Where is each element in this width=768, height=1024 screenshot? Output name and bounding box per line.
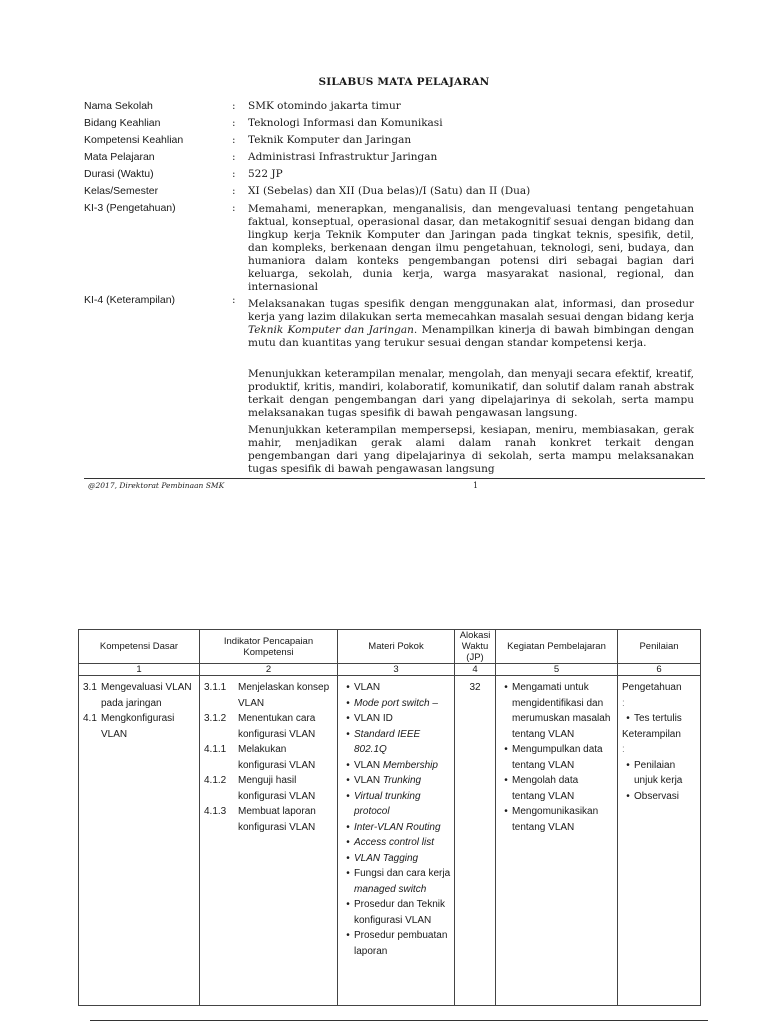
header-indikator: Indikator Pencapaian Kompetensi <box>200 630 338 664</box>
meta-label: Kompetensi Keahlian <box>84 134 184 146</box>
materi-text-italic: Mode port switch – <box>354 697 438 709</box>
bullet-icon: • <box>346 868 350 879</box>
materi-text <box>354 680 451 696</box>
kegiatan-item: • Mengolah data tentang VLAN <box>500 773 614 804</box>
column-number: 4 <box>455 664 496 676</box>
meta-value: Administrasi Infrastruktur Jaringan <box>248 151 438 163</box>
alokasi-value: 32 <box>469 682 481 693</box>
bullet-icon: • <box>346 775 350 786</box>
meta-colon: : <box>232 100 236 112</box>
ipk-item: 4.1.2 Menguji hasil konfigurasi VLAN <box>204 775 316 802</box>
penilaian-item: • Penilaian unjuk kerja <box>622 758 697 789</box>
meta-label: Kelas/Semester <box>84 185 159 197</box>
bullet-icon: • <box>346 837 350 848</box>
meta-colon: : <box>232 151 236 163</box>
materi-item <box>342 928 451 959</box>
materi-text-italic: Virtual trunking protocol <box>354 790 421 817</box>
materi-item <box>342 727 451 758</box>
materi-text <box>354 820 451 836</box>
ki4-paragraph-1 <box>248 298 694 350</box>
kompetensi-dasar-cell <box>79 676 200 1006</box>
kegiatan-item: • Mengumpulkan data tentang VLAN <box>500 742 614 773</box>
bullet-icon: • <box>346 697 350 709</box>
materi-item <box>342 866 451 897</box>
bullet-icon: • <box>626 713 630 724</box>
column-number: 3 <box>338 664 455 676</box>
ipk-item: 4.1.3 Membuat laporan konfigurasi VLAN <box>204 806 316 833</box>
bullet-icon: • <box>346 930 350 941</box>
materi-text-italic: Access control list <box>354 837 435 848</box>
materi-text <box>354 897 451 928</box>
bullet-icon: • <box>504 775 508 786</box>
header-kompetensi-dasar: Kompetensi Dasar <box>79 630 200 664</box>
kegiatan-item: • Mengomunikasikan tentang VLAN <box>500 804 614 835</box>
indikator-cell <box>200 676 338 1006</box>
meta-label: KI-3 (Pengetahuan) <box>84 202 176 214</box>
materi-text <box>354 727 451 758</box>
column-number: 5 <box>496 664 618 676</box>
bullet-icon: • <box>504 806 508 817</box>
materi-text <box>354 851 451 867</box>
meta-colon: : <box>232 117 236 129</box>
bullet-icon: • <box>346 821 350 833</box>
header-materi-pokok: Materi Pokok <box>338 630 455 664</box>
penilaian-item: • Observasi <box>622 789 697 805</box>
bullet-icon: • <box>346 728 350 740</box>
meta-label: Durasi (Waktu) <box>84 168 154 180</box>
penilaian-pengetahuan-label: Pengetahuan : <box>622 682 682 709</box>
kd-item: 3.1 Mengevaluasi VLAN pada jaringan <box>83 682 192 709</box>
materi-text-regular: VLAN <box>354 759 383 771</box>
materi-item <box>342 696 451 712</box>
bullet-icon: • <box>346 852 350 864</box>
penilaian-cell <box>618 676 701 1006</box>
ki4-p1-italic: Teknik Komputer dan Jaringan <box>248 324 414 336</box>
materi-text-italic: VLAN Tagging <box>354 852 419 864</box>
materi-item <box>342 773 451 789</box>
materi-text-italic: Inter-VLAN Routing <box>354 821 441 833</box>
header-alokasi-waktu: Alokasi Waktu (JP) <box>455 630 496 664</box>
bullet-icon: • <box>346 682 350 693</box>
materi-text-regular: Fungsi dan cara kerja <box>354 868 451 879</box>
materi-text <box>354 773 451 789</box>
bullet-icon: • <box>626 759 630 771</box>
materi-item <box>342 897 451 928</box>
footer-copyright: @2017, Direktorat Pembinaan SMK <box>88 481 225 490</box>
meta-value: 522 JP <box>248 168 283 180</box>
materi-item <box>342 680 451 696</box>
header-kegiatan: Kegiatan Pembelajaran <box>496 630 618 664</box>
meta-colon: : <box>232 168 236 180</box>
ipk-item: 3.1.1 Menjelaskan konsep VLAN <box>204 682 330 709</box>
materi-text-italic: Standard IEEE 802.1Q <box>354 728 421 755</box>
page-title: SILABUS MATA PELAJARAN <box>318 76 490 88</box>
bullet-icon: • <box>346 790 350 802</box>
materi-item <box>342 758 451 774</box>
penilaian-keterampilan-label: Keterampilan : <box>622 728 681 755</box>
bullet-icon: • <box>346 713 350 724</box>
page-number: 1 <box>473 481 479 490</box>
materi-text <box>354 711 451 727</box>
penilaian-item: • Tes tertulis <box>622 711 697 727</box>
kegiatan-cell <box>496 676 618 1006</box>
ki4-paragraph-2: Menunjukkan keterampilan menalar, mengolah, dan menyaji secara efektif, kreatif, produktif, kritis, mandiri, kolaboratif, komunikatif, dan solutif dalam ranah abstrak terkait dengan pengembangan dari yang dipelajarinya di sekolah, serta mampu melaksanakan tugas spesifik di bawah pengawasan langsung. <box>248 368 694 419</box>
kegiatan-item: • Mengamati untuk mengidentifikasi dan merumuskan masalah tentang VLAN <box>500 680 614 742</box>
materi-item <box>342 820 451 836</box>
meta-colon: : <box>232 202 236 214</box>
table-header-row <box>79 630 701 664</box>
table-number-row <box>79 664 701 676</box>
materi-item <box>342 789 451 820</box>
materi-item <box>342 851 451 867</box>
materi-text <box>354 696 451 712</box>
ki3-text: Memahami, menerapkan, menganalisis, dan mengevaluasi tentang pengetahuan faktual, konseptual, operasional dasar, dan metakognitif sesuai dengan bidang dan lingkup kerja Teknik Komputer dan Jaringan pada tingkat teknis, spesifik, detil, dan kompleks, berkenaan dengan ilmu pengetahuan, teknologi, seni, budaya, dan humaniora dalam konteks pengembangan potensi diri sebagai bagian dari keluarga, sekolah, dunia kerja, warga masyarakat nasional, regional, dan internasional <box>248 203 694 293</box>
materi-text-regular: VLAN <box>354 775 383 786</box>
materi-text <box>354 758 451 774</box>
materi-text-regular: VLAN ID <box>354 713 393 724</box>
meta-colon: : <box>232 185 236 197</box>
ipk-item: 4.1.1 Melakukan konfigurasi VLAN <box>204 744 316 771</box>
column-number: 2 <box>200 664 338 676</box>
materi-text-regular: VLAN <box>354 682 381 693</box>
materi-text <box>354 866 451 897</box>
meta-label: KI-4 (Keterampilan) <box>84 294 176 306</box>
meta-value: SMK otomindo jakarta timur <box>248 100 401 112</box>
kd-item: 4.1 Mengkonfigurasi VLAN <box>83 713 175 740</box>
materi-text-regular: Prosedur pembuatan laporan <box>354 930 448 957</box>
bottom-divider <box>90 1020 708 1021</box>
materi-text <box>354 835 451 851</box>
bullet-icon: • <box>346 759 350 771</box>
materi-pokok-cell <box>338 676 455 1006</box>
materi-text-italic: Membership <box>382 759 438 771</box>
ki4-p1-text: Melaksanakan tugas spesifik dengan menggunakan alat, informasi, dan prosedur kerja yang lazim dilakukan serta memecahkan masalah sesuai dengan bidang kerja <box>248 298 694 323</box>
meta-label: Bidang Keahlian <box>84 117 161 129</box>
column-number: 6 <box>618 664 701 676</box>
ki4-p1-text-end: . Menampilkan kinerja di bawah bimbingan dengan mutu dan kuantitas yang terukur sesuai dengan standar kompetensi kerja. <box>248 324 694 349</box>
materi-item <box>342 835 451 851</box>
meta-label: Mata Pelajaran <box>84 151 155 163</box>
meta-value: Teknologi Informasi dan Komunikasi <box>248 117 443 129</box>
alokasi-cell <box>455 676 496 1006</box>
materi-text-italic: Trunking <box>382 775 422 786</box>
materi-text <box>354 789 451 820</box>
ipk-item: 3.1.2 Menentukan cara konfigurasi VLAN <box>204 713 316 740</box>
materi-text-italic: managed switch <box>354 883 427 895</box>
bullet-icon: • <box>346 899 350 910</box>
bullet-icon: • <box>504 744 508 755</box>
meta-value: XI (Sebelas) dan XII (Dua belas)/I (Satu) dan II (Dua) <box>248 185 531 197</box>
meta-label: Nama Sekolah <box>84 100 153 112</box>
syllabus-table <box>78 629 701 1006</box>
meta-colon: : <box>232 294 236 306</box>
materi-text-regular: Prosedur dan Teknik konfigurasi VLAN <box>354 899 445 926</box>
column-number: 1 <box>79 664 200 676</box>
meta-value: Teknik Komputer dan Jaringan <box>248 134 412 146</box>
materi-text <box>354 928 451 959</box>
ki4-paragraph-3: Menunjukkan keterampilan mempersepsi, kesiapan, meniru, membiasakan, gerak mahir, menjadikan gerak alami dalam ranah konkret terkait dengan pengembangan dari yang dipelajarinya di sekolah, serta mampu melaksanakan tugas spesifik di bawah pengawasan langsung <box>248 424 694 475</box>
header-penilaian: Penilaian <box>618 630 701 664</box>
footer-divider <box>84 478 705 479</box>
bullet-icon: • <box>626 790 630 802</box>
meta-colon: : <box>232 134 236 146</box>
bullet-icon: • <box>504 682 508 693</box>
materi-item <box>342 711 451 727</box>
table-row <box>79 676 701 1006</box>
